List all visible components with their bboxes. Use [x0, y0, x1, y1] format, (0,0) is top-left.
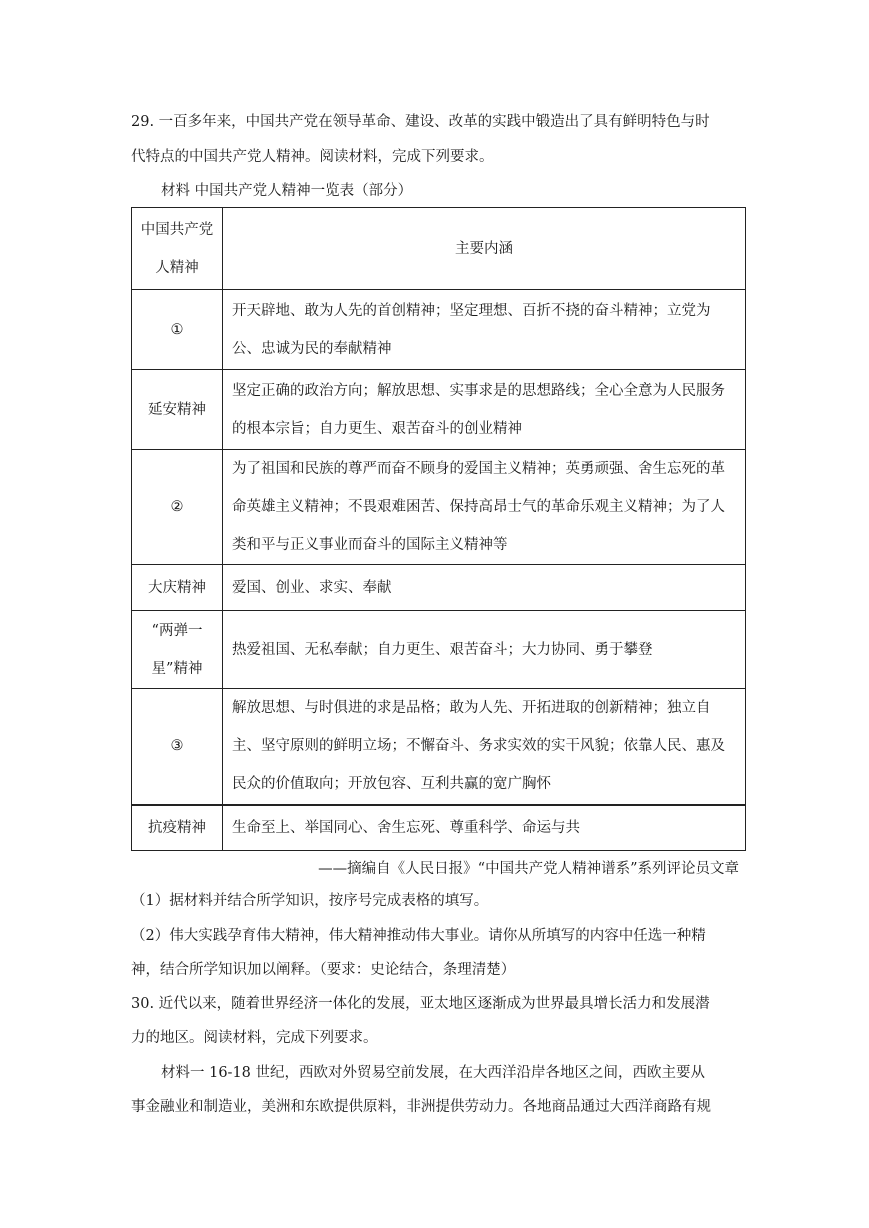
table-row	[132, 565, 746, 611]
q30-stem-line2: 力的地区。阅读材料，完成下列要求。	[131, 1030, 378, 1046]
spirit-content: 坚定正确的政治方向；解放思想、实事求是的思想路线；全心全意为人民服务的根本宗旨；自力更生、艰苦奋斗的创业精神	[223, 370, 746, 450]
spirit-name: “两弹一星”精神	[132, 611, 223, 689]
spirit-content: 开天辟地、敢为人先的首创精神；坚定理想、百折不挠的奋斗精神；立党为公、忠诚为民的奉献精神	[223, 290, 746, 370]
q29-stem-line2: 代特点的中国共产党人精神。阅读材料，完成下列要求。	[131, 149, 494, 165]
spirit-name: 抗疫精神	[132, 805, 223, 851]
spirit-table	[131, 207, 746, 851]
material-title: 材料 中国共产党人精神一览表（部分）	[161, 183, 413, 199]
sub-question-2-line1: （2）伟大实践孕育伟大精神，伟大精神推动伟大事业。请你从所填写的内容中任选一种精	[131, 928, 706, 944]
header-content: 主要内涵	[223, 208, 746, 290]
spirit-name: ①	[132, 290, 223, 370]
q30-material1-line2: 事金融业和制造业，美洲和东欧提供原料，非洲提供劳动力。各地商品通过大西洋商路有规	[131, 1099, 711, 1115]
table-row	[132, 290, 746, 370]
q29-stem-line1: 29. 一百多年来，中国共产党在领导革命、建设、改革的实践中锻造出了具有鲜明特色与时	[131, 114, 710, 130]
spirit-name: ③	[132, 689, 223, 805]
spirit-content: 热爱祖国、无私奉献；自力更生、艰苦奋斗；大力协同、勇于攀登	[223, 611, 746, 689]
table-row	[132, 805, 746, 851]
sub-question-2-line2: 神，结合所学知识加以阐释。（要求：史论结合，条理清楚）	[131, 962, 516, 978]
spirit-name: 延安精神	[132, 370, 223, 450]
spirit-name: 大庆精神	[132, 565, 223, 611]
table-row	[132, 370, 746, 450]
spirit-content: 生命至上、举国同心、舍生忘死、尊重科学、命运与共	[223, 805, 746, 851]
source-citation: ——摘编自《人民日报》“中国共产党人精神谱系”系列评论员文章	[318, 861, 739, 877]
q30-material1-line1: 材料一 16-18 世纪，西欧对外贸易空前发展，在大西洋沿岸各地区之间，西欧主要从	[161, 1065, 706, 1081]
spirit-content: 为了祖国和民族的尊严而奋不顾身的爱国主义精神；英勇顽强、舍生忘死的革命英雄主义精神；不畏艰难困苦、保持高昂士气的革命乐观主义精神；为了人类和平与正义事业而奋斗的国际主义精神等	[223, 450, 746, 565]
q30-stem-line1: 30. 近代以来，随着世界经济一体化的发展，亚太地区逐渐成为世界最具增长活力和发展潜	[131, 996, 710, 1012]
table-row	[132, 611, 746, 689]
table-row	[132, 689, 746, 805]
spirit-content: 解放思想、与时俱进的求是品格；敢为人先、开拓进取的创新精神；独立自主、坚守原则的鲜明立场；不懈奋斗、务求实效的实干风貌；依靠人民、惠及民众的价值取向；开放包容、互利共赢的宽广胸怀	[223, 689, 746, 805]
spirit-name: ②	[132, 450, 223, 565]
table-row	[132, 450, 746, 565]
sub-question-1: （1）据材料并结合所学知识，按序号完成表格的填写。	[131, 893, 489, 909]
table-header-row	[132, 208, 746, 290]
spirit-content: 爱国、创业、求实、奉献	[223, 565, 746, 611]
header-spirit: 中国共产党人精神	[132, 208, 223, 290]
